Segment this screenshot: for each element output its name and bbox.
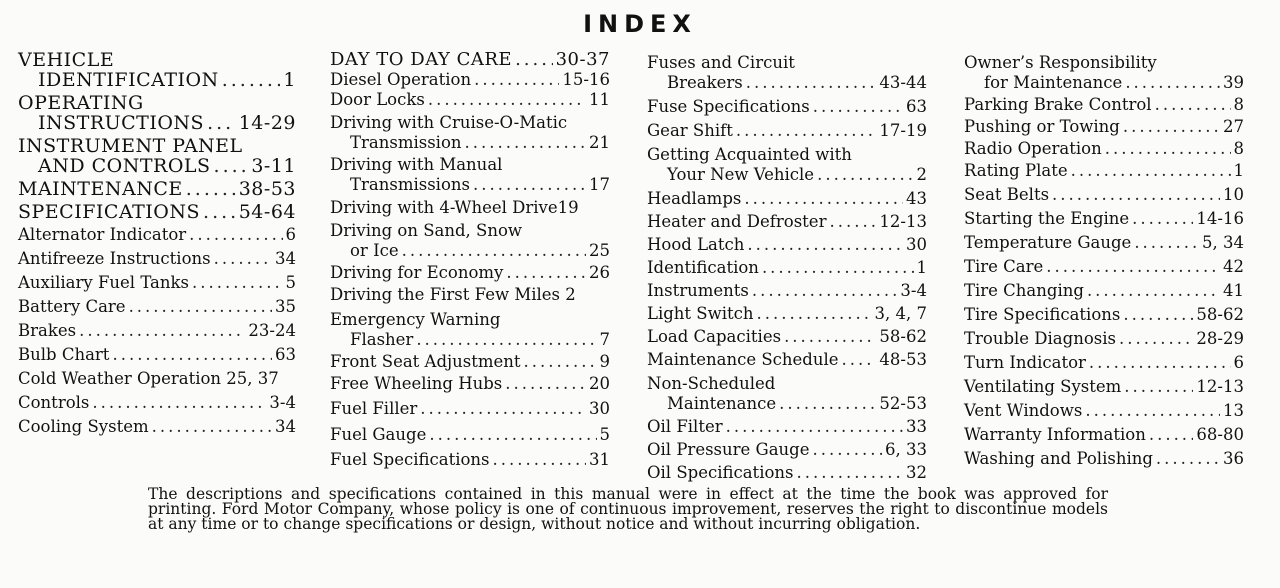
page-number: 15-16 [562, 70, 610, 89]
index-entry: INSTRUCTIONS ..... 14-29 [18, 113, 296, 133]
index-column-2 [330, 50, 610, 470]
index-entry: Gear Shift ..... 17-19 [647, 121, 927, 141]
index-entry: Driving for Economy ..... 26 [330, 263, 610, 283]
page-number: 41 [1223, 281, 1244, 300]
page-number: 3, 4, 7 [874, 304, 927, 323]
index-entry: Alternator Indicator ..... 6 [18, 225, 296, 245]
index-column-4 [964, 53, 1244, 469]
index-entry: Flasher ..... 7 [330, 330, 610, 350]
index-entry: Oil Pressure Gauge ..... 6, 33 [647, 440, 927, 460]
index-entry: Your New Vehicle ..... 2 [647, 165, 927, 185]
index-entry: Transmissions ..... 17 [330, 175, 610, 195]
page-number: 3-4 [900, 281, 927, 300]
index-entry: or Ice ..... 25 [330, 241, 610, 261]
page-number: 3-4 [269, 393, 296, 412]
page-number: 14-16 [1196, 209, 1244, 228]
index-entry: Oil Filter ..... 33 [647, 417, 927, 437]
index-entry: DAY TO DAY CARE ..... 30-37 [330, 50, 610, 70]
page-number: 17 [589, 175, 610, 194]
index-entry: Front Seat Adjustment ..... 9 [330, 352, 610, 372]
index-entry-heading: Emergency Warning [330, 310, 501, 329]
page-number: 13 [1223, 401, 1244, 420]
page-number: 2 [916, 165, 927, 184]
index-entry: Auxiliary Fuel Tanks ..... 5 [18, 273, 296, 293]
page-number: 9 [599, 352, 610, 371]
page-number: 3-11 [251, 155, 296, 177]
page-number: 30 [906, 235, 927, 254]
page-number: 5 [285, 273, 296, 292]
page-number: 21 [589, 133, 610, 152]
page-number: 38-53 [238, 178, 296, 200]
index-entry: IDENTIFICATION ..... 1 [18, 70, 296, 90]
page-number: 52-53 [879, 394, 927, 413]
index-entry: Driving the First Few Miles 2 [330, 285, 576, 304]
page-number: 32 [906, 463, 927, 482]
index-entry: Washing and Polishing ..... 36 [964, 449, 1244, 469]
index-entry: Tire Care ..... 42 [964, 257, 1244, 277]
index-entry: Trouble Diagnosis ..... 28-29 [964, 329, 1244, 349]
index-entry: Breakers ..... 43-44 [647, 73, 927, 93]
index-entry: Load Capacities ..... 58-62 [647, 327, 927, 347]
page-number: 31 [589, 450, 610, 469]
page-number: 11 [589, 90, 610, 109]
index-entry: Temperature Gauge ..... 5, 34 [964, 233, 1244, 253]
index-entry: Door Locks ..... 11 [330, 90, 610, 110]
index-entry: for Maintenance ..... 39 [964, 73, 1244, 93]
page-number: 10 [1223, 185, 1244, 204]
index-entry: Rating Plate ..... 1 [964, 161, 1244, 181]
index-entry-heading: Fuses and Circuit [647, 53, 795, 72]
index-entry: Brakes ..... 23-24 [18, 321, 296, 341]
index-entry: Antifreeze Instructions ..... 34 [18, 249, 296, 269]
page-number: 43 [906, 189, 927, 208]
page-number: 1 [1233, 161, 1244, 180]
index-entry: Fuel Specifications ..... 31 [330, 450, 610, 470]
index-entry: Fuse Specifications ..... 63 [647, 97, 927, 117]
page-number: 20 [589, 374, 610, 393]
index-entry: Maintenance ..... 52-53 [647, 394, 927, 414]
page-number: 30 [589, 399, 610, 418]
index-entry: SPECIFICATIONS ..... 54-64 [18, 202, 296, 222]
index-entry: Parking Brake Control ..... 8 [964, 95, 1244, 115]
page-number: 8 [1233, 95, 1244, 114]
index-entry: Maintenance Schedule ..... 48-53 [647, 350, 927, 370]
index-entry: Headlamps ..... 43 [647, 189, 927, 209]
index-entry: Warranty Information ..... 68-80 [964, 425, 1244, 445]
index-entry-heading: Owner’s Responsibility [964, 53, 1157, 72]
page-number: 12-13 [879, 212, 927, 231]
page-number: 30-37 [555, 49, 610, 70]
index-entry: Cold Weather Operation 25, 37 [18, 369, 279, 388]
page-number: 8 [1233, 139, 1244, 158]
index-entry-heading: Driving on Sand, Snow [330, 221, 523, 240]
index-entry: Light Switch ..... 3, 4, 7 [647, 304, 927, 324]
page-number: 25 [589, 241, 610, 260]
page-number: 12-13 [1196, 377, 1244, 396]
page-number: 6 [1233, 353, 1244, 372]
index-entry: MAINTENANCE ..... 38-53 [18, 179, 296, 199]
index-entry: Cooling System ..... 34 [18, 417, 296, 437]
page-number: 42 [1223, 257, 1244, 276]
index-entry: Battery Care ..... 35 [18, 297, 296, 317]
page-number: 1 [283, 69, 296, 91]
index-entry: Hood Latch ..... 30 [647, 235, 927, 255]
index-entry: Identification ..... 1 [647, 258, 927, 278]
page-number: 5, 34 [1202, 233, 1244, 252]
page-number: 26 [589, 263, 610, 282]
index-entry: Diesel Operation ..... 15-16 [330, 70, 610, 90]
index-entry: Ventilating System ..... 12-13 [964, 377, 1244, 397]
page-number: 14-29 [238, 112, 296, 134]
index-entry: Free Wheeling Hubs ..... 20 [330, 374, 610, 394]
page-number: 33 [906, 417, 927, 436]
index-entry: AND CONTROLS ..... 3-11 [18, 156, 296, 176]
page-number: 54-64 [238, 201, 296, 223]
index-entry-heading: Driving with Cruise-O-Matic [330, 113, 568, 132]
index-entry-heading: INSTRUMENT PANEL [18, 135, 243, 157]
page-number: 58-62 [879, 327, 927, 346]
page-number: 43-44 [879, 73, 927, 92]
page-number: 39 [1223, 73, 1244, 92]
index-entry-heading: Non-Scheduled [647, 374, 776, 393]
page-number: 17-19 [879, 121, 927, 140]
index-entry: Tire Changing ..... 41 [964, 281, 1244, 301]
index-entry: Turn Indicator ..... 6 [964, 353, 1244, 373]
index-entry: Vent Windows ..... 13 [964, 401, 1244, 421]
page-number: 58-62 [1196, 305, 1244, 324]
index-entry-heading: OPERATING [18, 92, 144, 114]
index-entry: Tire Specifications ..... 58-62 [964, 305, 1244, 325]
page-number: 48-53 [879, 350, 927, 369]
index-entry: Radio Operation ..... 8 [964, 139, 1244, 159]
page-number: 1 [916, 258, 927, 277]
page-number: 6 [285, 225, 296, 244]
index-entry: Bulb Chart ..... 63 [18, 345, 296, 365]
index-entry: Controls ..... 3-4 [18, 393, 296, 413]
index-entry-heading: Getting Acquainted with [647, 145, 852, 164]
page-number: 63 [906, 97, 927, 116]
page-number: 28-29 [1196, 329, 1244, 348]
index-entry: Heater and Defroster ..... 12-13 [647, 212, 927, 232]
index-entry: Starting the Engine ..... 14-16 [964, 209, 1244, 229]
page-number: 68-80 [1196, 425, 1244, 444]
page-number: 6, 33 [885, 440, 927, 459]
page-number: 27 [1223, 117, 1244, 136]
page-number: 19 [557, 198, 579, 217]
index-entry: Fuel Gauge ..... 5 [330, 425, 610, 445]
page-number: 5 [599, 425, 610, 444]
index-column-1 [18, 50, 296, 437]
index-entry-heading: VEHICLE [18, 49, 115, 71]
page-number: 34 [275, 417, 296, 436]
disclaimer-paragraph: The descriptions and specifications contained in this manual were in effect at the time the book was approved for printing. Ford Motor Company, whose policy is one of continuous improvement, reserves the right to discontinue models at any time or to change specifications or design, without notice and without incurring obligation. [148, 485, 1108, 533]
index-entry: Driving with 4-Wheel Drive 19 [330, 198, 579, 217]
index-entry: Fuel Filler ..... 30 [330, 399, 610, 419]
page-number: 35 [275, 297, 296, 316]
page-number: 7 [599, 330, 610, 349]
page-number: 63 [275, 345, 296, 364]
index-entry: Instruments ..... 3-4 [647, 281, 927, 301]
index-entry-heading: Driving with Manual [330, 155, 503, 174]
page-title: INDEX [583, 10, 697, 38]
index-column-3 [647, 53, 927, 483]
index-entry: Oil Specifications ..... 32 [647, 463, 927, 483]
index-entry: Pushing or Towing ..... 27 [964, 117, 1244, 137]
page-number: 34 [275, 249, 296, 268]
index-entry: Transmission ..... 21 [330, 133, 610, 153]
page-number: 36 [1223, 449, 1244, 468]
page-number: 23-24 [248, 321, 296, 340]
index-entry: Seat Belts ..... 10 [964, 185, 1244, 205]
